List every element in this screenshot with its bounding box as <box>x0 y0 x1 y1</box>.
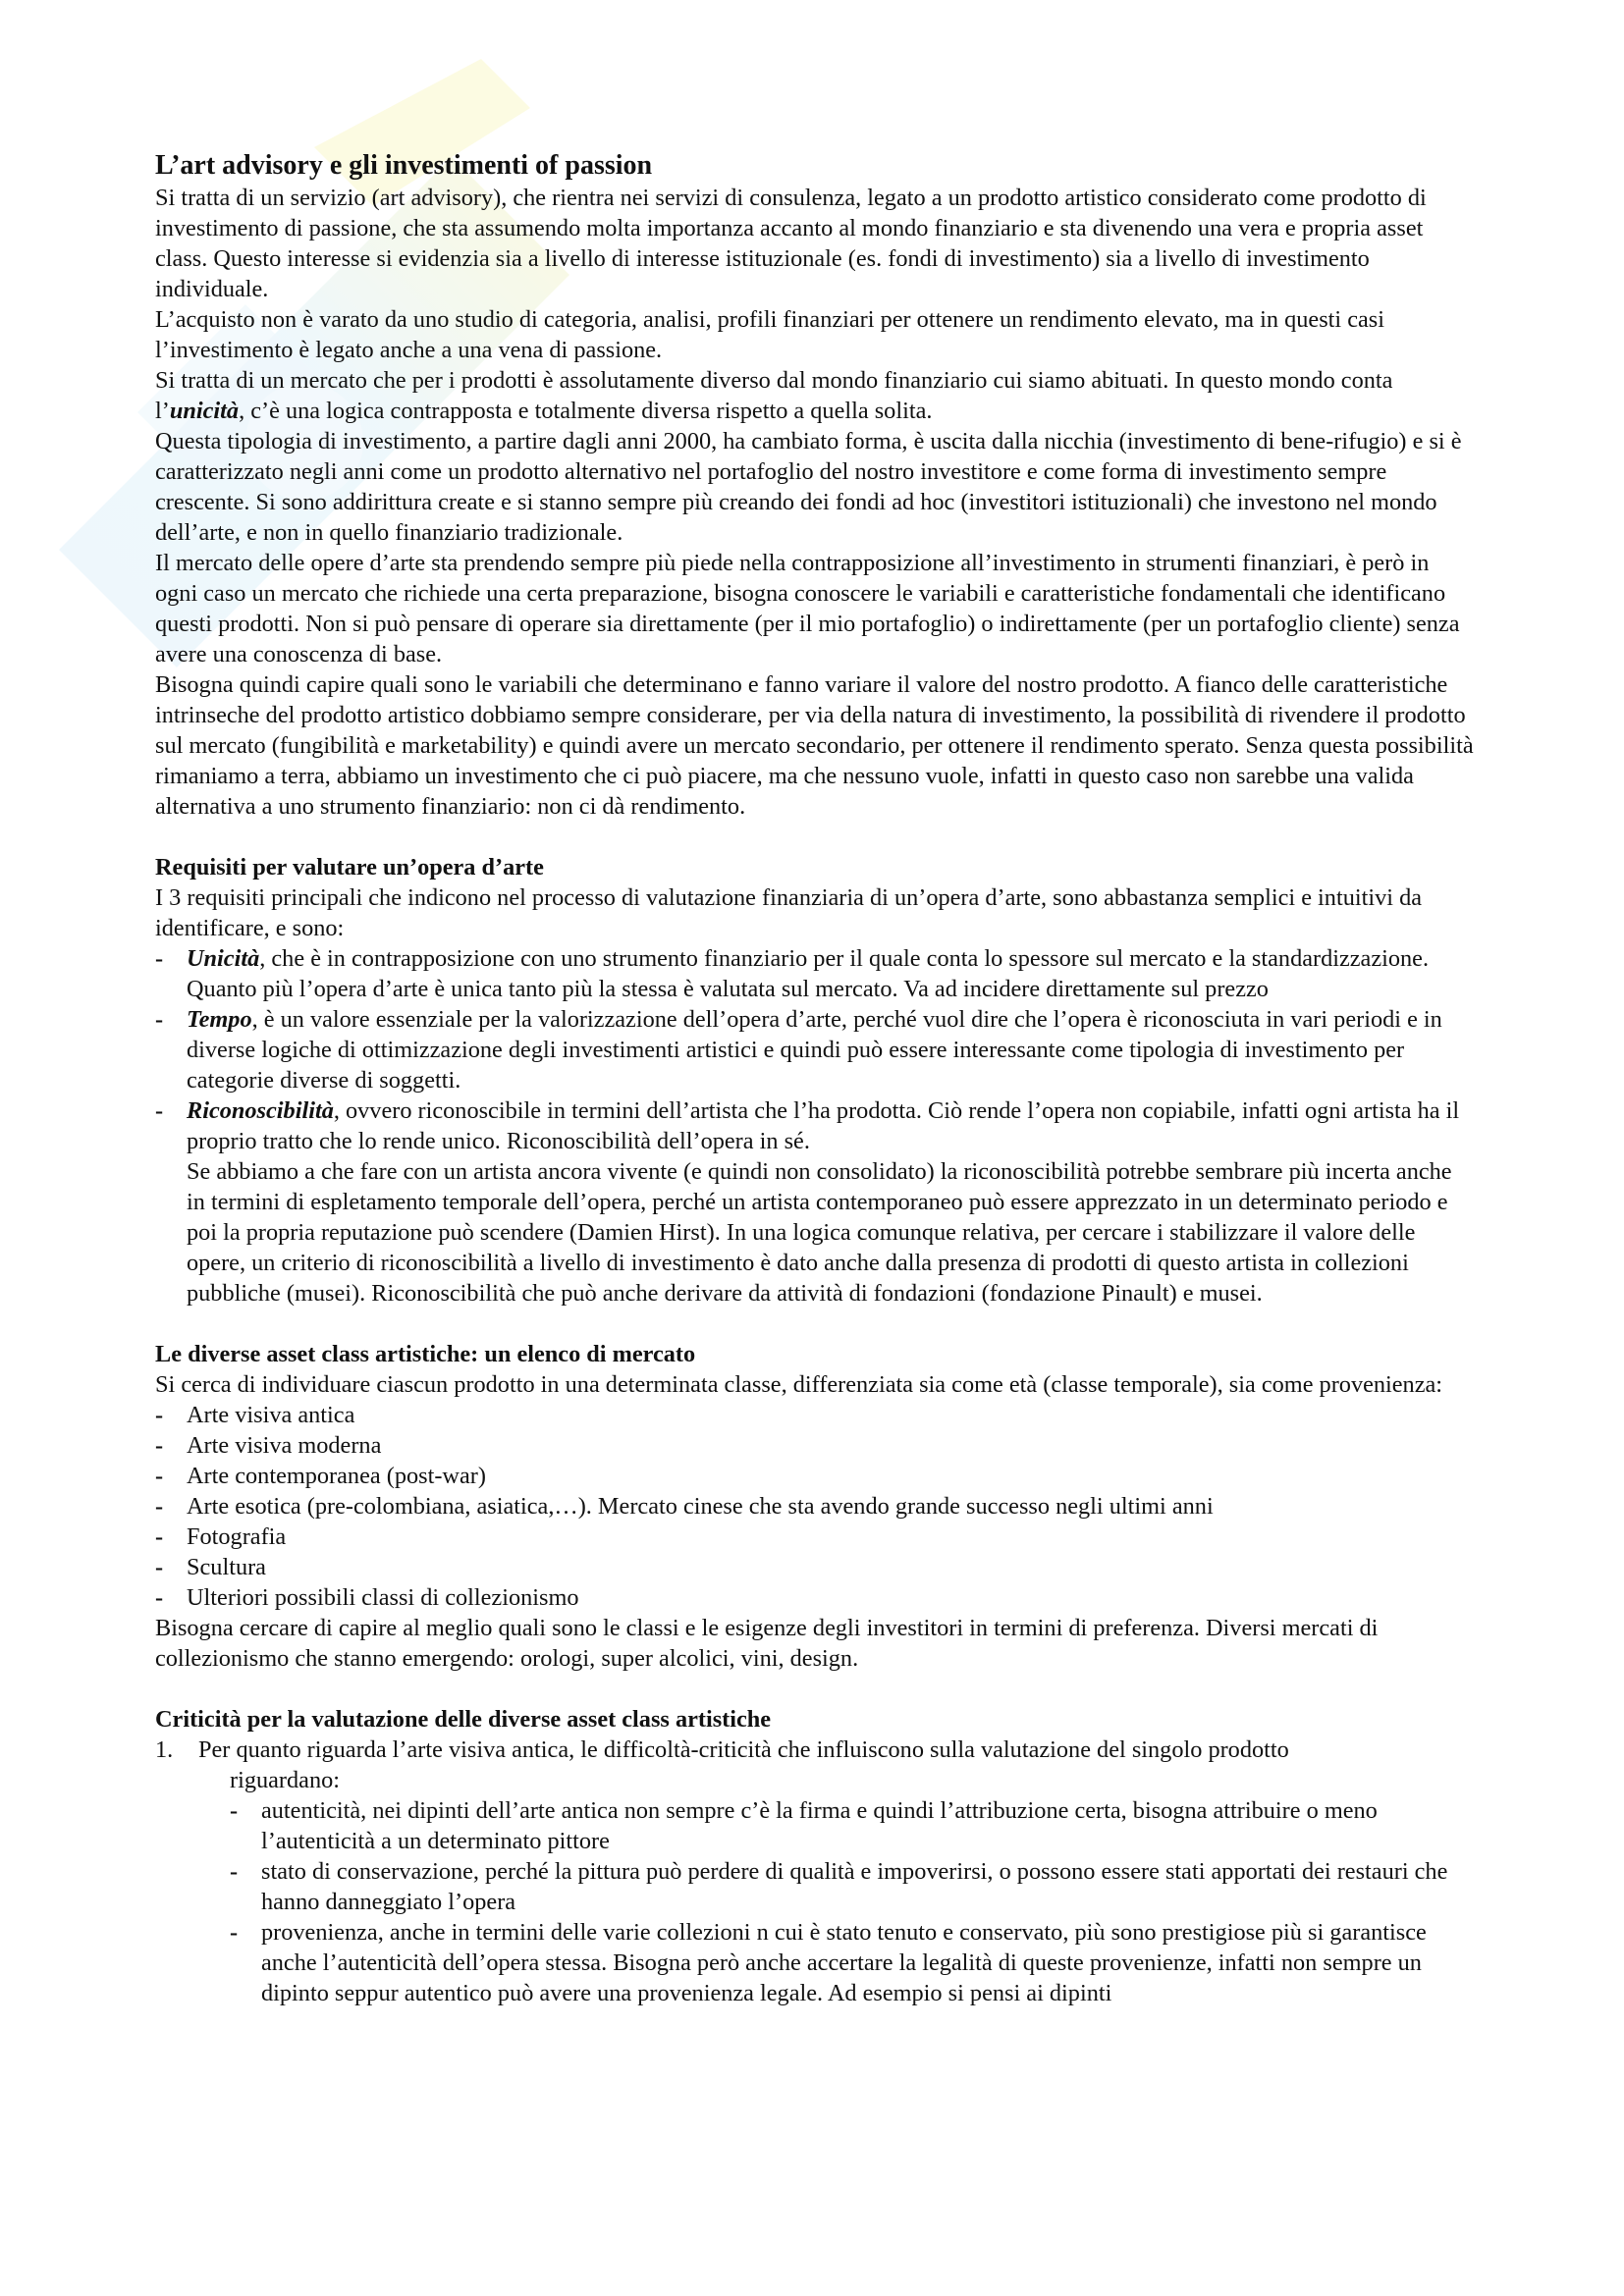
list-item: - Arte contemporanea (post-war) <box>155 1461 1476 1491</box>
list-item <box>155 1004 1476 1095</box>
section-title-art-advisory: L’art advisory e gli investimenti of passion <box>155 150 653 181</box>
paragraph-text: , c’è una logica contrapposta e totalmente diversa rispetto a quella solita. <box>239 398 933 424</box>
list-item <box>155 1095 1476 1308</box>
paragraph: Si cerca di individuare ciascun prodotto in una determinata classe, differenziata sia come età (classe temporale), sia come provenienza: <box>155 1371 1443 1398</box>
criticita-sublist <box>198 1795 1476 2008</box>
paragraph: Il mercato delle opere d’arte sta prendendo sempre più piede nella contrapposizione all’investimento in strumenti finanziari, è però in ogni caso un mercato che richiede una certa preparazione, bisogna conoscere le variabili e caratteristiche fondamentali che identificano questi prodotti. Non si può pensare di operare sia direttamente (per il mio portafoglio) o indirettamente (per un portafoglio cliente) senza avere una conoscenza di base. <box>155 550 1460 667</box>
term: Riconoscibilità <box>187 1097 334 1124</box>
list-number: 1. <box>155 1736 174 1763</box>
list-item <box>155 943 1476 1004</box>
asset-class-list <box>155 1400 1476 1613</box>
paragraph <box>155 365 1476 426</box>
paragraph-text: Si tratta di un mercato che per i prodotti è assolutamente diverso dal mondo finanziario cui siamo abituati. In questo mondo conta l’ <box>155 367 1393 424</box>
list-item: - Scultura <box>155 1552 1476 1582</box>
requisiti-list <box>155 943 1476 1308</box>
list-item: - Arte esotica (pre-colombiana, asiatica,…). Mercato cinese che sta avendo grande successo negli ultimi anni <box>155 1491 1476 1522</box>
section-title-requisiti: Requisiti per valutare un’opera d’arte <box>155 854 544 881</box>
numbered-item-text: Per quanto riguarda l’arte visiva antica, le difficoltà-criticità che influiscono sulla valutazione del singolo prodotto <box>198 1736 1289 1763</box>
section-title-asset-class: Le diverse asset class artistiche: un elenco di mercato <box>155 1341 696 1367</box>
emphasis-unicita: unicità <box>169 398 240 424</box>
paragraph: Questa tipologia di investimento, a partire dagli anni 2000, ha cambiato forma, è uscita dalla nicchia (investimento di bene-rifugio) e si è caratterizzato negli anni come un prodotto alternativo nel portafoglio del nostro investitore e come forma di investimento sempre crescente. Si sono addirittura create e si stanno sempre più creando dei fondi ad hoc (investitori istituzionali) che investono nel mondo dell’arte, e non in quello finanziario tradizionale. <box>155 428 1462 546</box>
list-item-text: , che è in contrapposizione con uno strumento finanziario per il quale conta lo spessore sul mercato e la standardizzazione. Quanto più l’opera d’arte è unica tanto più la stessa è valutata sul mercato. Va ad incidere direttamente sul prezzo <box>187 945 1430 1002</box>
term: Tempo <box>187 1006 252 1033</box>
paragraph: Bisogna quindi capire quali sono le variabili che determinano e fanno variare il valore del nostro prodotto. A fianco delle caratteristiche intrinseche del prodotto artistico dobbiamo sempre considerare, per via della natura di investimento, la possibilità di rivendere il prodotto sul mercato (fungibilità e marketability) e quindi avere un mercato secondario, per ottenere il rendimento sperato. Senza questa possibilità rimaniamo a terra, abbiamo un investimento che ci può piacere, ma che nessuno vuole, infatti in questo caso non sarebbe una valida alternativa a uno strumento finanziario: non ci dà rendimento. <box>155 671 1474 820</box>
numbered-item <box>155 1735 1476 2008</box>
list-item-text: , ovvero riconoscibile in termini dell’artista che l’ha prodotta. Ciò rende l’opera non copiabile, infatti ogni artista ha il proprio tratto che lo rende unico. Riconoscibilità dell’opera in sé. <box>187 1097 1460 1154</box>
numbered-item-text: riguardano: <box>230 1767 340 1793</box>
sub-list-item: - provenienza, anche in termini delle varie collezioni n cui è stato tenuto e conservato, più sono prestigiose più si garantisce anche l’autenticità dell’opera stessa. Bisogna però anche accertare la legalità di queste provenienze, infatti non sempre un dipinto seppur autentico può avere una provenienza legale. Ad esempio si pensi ai dipinti <box>230 1917 1476 2008</box>
sub-list-item: - stato di conservazione, perché la pittura può perdere di qualità e impoverirsi, o possono essere stati apportati dei restauri che hanno danneggiato l’opera <box>230 1856 1476 1917</box>
list-item: - Fotografia <box>155 1522 1476 1552</box>
document-body <box>155 149 1476 2008</box>
term: Unicità <box>187 945 260 972</box>
list-item: - Arte visiva moderna <box>155 1430 1476 1461</box>
sub-list-item: - autenticità, nei dipinti dell’arte antica non sempre c’è la firma e quindi l’attribuzione certa, bisogna attribuire o meno l’autenticità a un determinato pittore <box>230 1795 1476 1856</box>
list-item-text: , è un valore essenziale per la valorizzazione dell’opera d’arte, perché vuol dire che l’opera è riconosciuta in vari periodi e in diverse logiche di ottimizzazione degli investimenti artistici e quindi può essere interessante come tipologia di investimento per categorie diverse di soggetti. <box>187 1006 1442 1094</box>
paragraph: Si tratta di un servizio (art advisory), che rientra nei servizi di consulenza, legato a un prodotto artistico considerato come prodotto di investimento di passione, che sta assumendo molta importanza accanto al mondo finanziario e sta divenendo una vera e propria asset class. Questo interesse si evidenzia sia a livello di interesse istituzionale (es. fondi di investimento) sia a livello di investimento individuale. <box>155 185 1427 302</box>
list-item: - Ulteriori possibili classi di collezionismo <box>155 1582 1476 1613</box>
criticita-list <box>155 1735 1476 2008</box>
list-item: - Arte visiva antica <box>155 1400 1476 1430</box>
list-item-extra: Se abbiamo a che fare con un artista ancora vivente (e quindi non consolidato) la riconoscibilità potrebbe sembrare più incerta anche in termini di espletamento temporale dell’opera, perché un artista contemporaneo può essere apprezzato in un determinato periodo e poi la propria reputazione può scendere (Damien Hirst). In una logica comunque relativa, per cercare i stabilizzare il valore delle opere, un criterio di riconoscibilità a livello di investimento è dato anche dalla presenza di prodotti di questo artista in collezioni pubbliche (musei). Riconoscibilità che può anche derivare da attività di fondazioni (fondazione Pinault) e musei. <box>187 1158 1452 1307</box>
paragraph: Bisogna cercare di capire al meglio quali sono le classi e le esigenze degli investitori in termini di preferenza. Diversi mercati di collezionismo che stanno emergendo: orologi, super alcolici, vini, design. <box>155 1615 1379 1672</box>
paragraph: L’acquisto non è varato da uno studio di categoria, analisi, profili finanziari per ottenere un rendimento elevato, ma in questi casi l’investimento è legato anche a una vena di passione. <box>155 306 1385 363</box>
paragraph: I 3 requisiti principali che indicono nel processo di valutazione finanziaria di un’opera d’arte, sono abbastanza semplici e intuitivi da identificare, e sono: <box>155 884 1423 941</box>
section-title-criticita: Criticità per la valutazione delle diverse asset class artistiche <box>155 1706 772 1733</box>
